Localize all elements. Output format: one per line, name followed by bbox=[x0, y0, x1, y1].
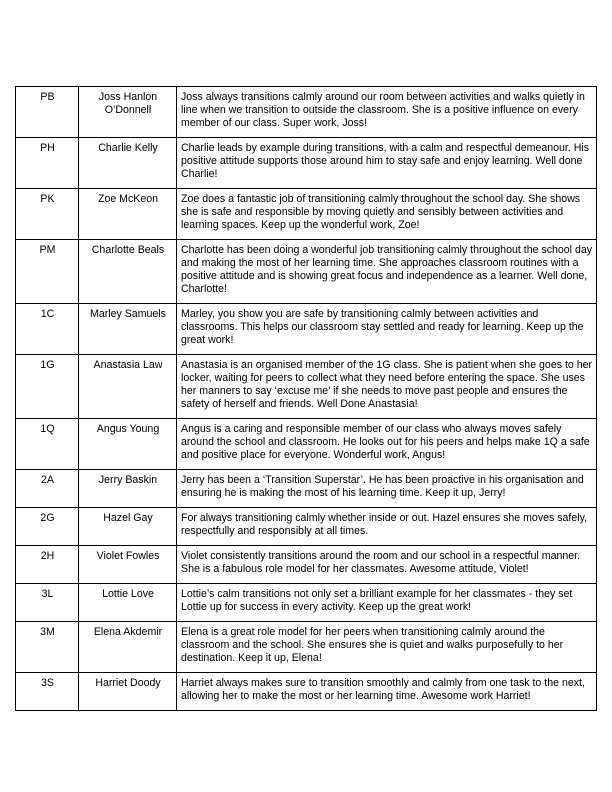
student-name-cell: Charlie Kelly bbox=[79, 138, 177, 189]
student-name-cell: Marley Samuels bbox=[79, 304, 177, 355]
student-name-cell: Hazel Gay bbox=[79, 508, 177, 546]
student-name-cell: Anastasia Law bbox=[79, 355, 177, 419]
class-code-cell: PK bbox=[16, 189, 79, 240]
student-name-cell: Zoe McKeon bbox=[79, 189, 177, 240]
student-name-cell: Angus Young bbox=[79, 419, 177, 470]
award-message-cell: For always transitioning calmly whether inside or out. Hazel ensures she moves safely, respectfully and responsibly at all times. bbox=[177, 508, 597, 546]
table-row bbox=[16, 87, 597, 138]
student-name-cell: Joss Hanlon O’Donnell bbox=[79, 87, 177, 138]
award-message-cell: Marley, you show you are safe by transitioning calmly between activities and classrooms. This helps our classroom stay settled and ready for learning. Keep up the great work! bbox=[177, 304, 597, 355]
award-message-cell: Charlotte has been doing a wonderful job transitioning calmly throughout the school day and making the most of her learning time. She approaches classroom routines with a positive attitude and is showing great focus and independence as a learner. Well done, Charlotte! bbox=[177, 240, 597, 304]
class-code-cell: 1Q bbox=[16, 419, 79, 470]
class-code-cell: 3L bbox=[16, 584, 79, 622]
table-row bbox=[16, 673, 597, 711]
class-code-cell: 2A bbox=[16, 470, 79, 508]
table-row bbox=[16, 419, 597, 470]
table-row bbox=[16, 584, 597, 622]
student-name-cell: Jerry Baskin bbox=[79, 470, 177, 508]
class-code-cell: PH bbox=[16, 138, 79, 189]
table-row bbox=[16, 240, 597, 304]
class-code-cell: 1G bbox=[16, 355, 79, 419]
award-message-cell: Angus is a caring and responsible member of our class who always moves safely around the school and classroom. He looks out for his peers and helps make 1Q a safe and positive place for everyone. Wonderful work, Angus! bbox=[177, 419, 597, 470]
table-row bbox=[16, 355, 597, 419]
award-message-cell: Harriet always makes sure to transition smoothly and calmly from one task to the next, allowing her to make the most or her learning time. Awesome work Harriet! bbox=[177, 673, 597, 711]
table-row bbox=[16, 622, 597, 673]
table-row bbox=[16, 470, 597, 508]
class-code-cell: 3S bbox=[16, 673, 79, 711]
student-name-cell: Charlotte Beals bbox=[79, 240, 177, 304]
award-message-cell: Lottie’s calm transitions not only set a brilliant example for her classmates - they set Lottie up for success in every activity. Keep up the great work! bbox=[177, 584, 597, 622]
student-name-cell: Harriet Doody bbox=[79, 673, 177, 711]
award-message-cell: Zoe does a fantastic job of transitioning calmly throughout the school day. She shows she is safe and responsible by moving quietly and sensibly between activities and learning spaces. Keep up the wonderful work, Zoe! bbox=[177, 189, 597, 240]
class-code-cell: PB bbox=[16, 87, 79, 138]
awards-table bbox=[15, 86, 597, 711]
award-message-cell: Jerry has been a ‘Transition Superstar’. He has been proactive in his organisation and ensuring he is making the most of his learning time. Keep it up, Jerry! bbox=[177, 470, 597, 508]
class-code-cell: 2G bbox=[16, 508, 79, 546]
student-name-cell: Violet Fowles bbox=[79, 546, 177, 584]
award-message-cell: Violet consistently transitions around the room and our school in a respectful manner. She is a fabulous role model for her classmates. Awesome attitude, Violet! bbox=[177, 546, 597, 584]
award-message-cell: Joss always transitions calmly around our room between activities and walks quietly in line when we transition to outside the classroom. She is a positive influence on every member of our class. Super work, Joss! bbox=[177, 87, 597, 138]
table-row bbox=[16, 138, 597, 189]
class-code-cell: 3M bbox=[16, 622, 79, 673]
table-row bbox=[16, 546, 597, 584]
student-name-cell: Lottie Love bbox=[79, 584, 177, 622]
table-row bbox=[16, 508, 597, 546]
awards-table-body bbox=[16, 87, 597, 711]
award-message-cell: Elena is a great role model for her peers when transitioning calmly around the classroom and the school. She ensures she is quiet and walks purposefully to her destination. Keep it up, Elena! bbox=[177, 622, 597, 673]
award-message-cell: Anastasia is an organised member of the 1G class. She is patient when she goes to her locker, waiting for peers to collect what they need before entering the space. She uses her manners to say ‘excuse me’ if she needs to move past people and ensures the safety of herself and friends. Well Done Anastasia! bbox=[177, 355, 597, 419]
student-name-cell: Elena Akdemir bbox=[79, 622, 177, 673]
class-code-cell: 1C bbox=[16, 304, 79, 355]
class-code-cell: PM bbox=[16, 240, 79, 304]
table-row bbox=[16, 189, 597, 240]
award-message-cell: Charlie leads by example during transitions, with a calm and respectful demeanour. His positive attitude supports those around him to stay safe and enjoy learning. Well done Charlie! bbox=[177, 138, 597, 189]
table-row bbox=[16, 304, 597, 355]
class-code-cell: 2H bbox=[16, 546, 79, 584]
